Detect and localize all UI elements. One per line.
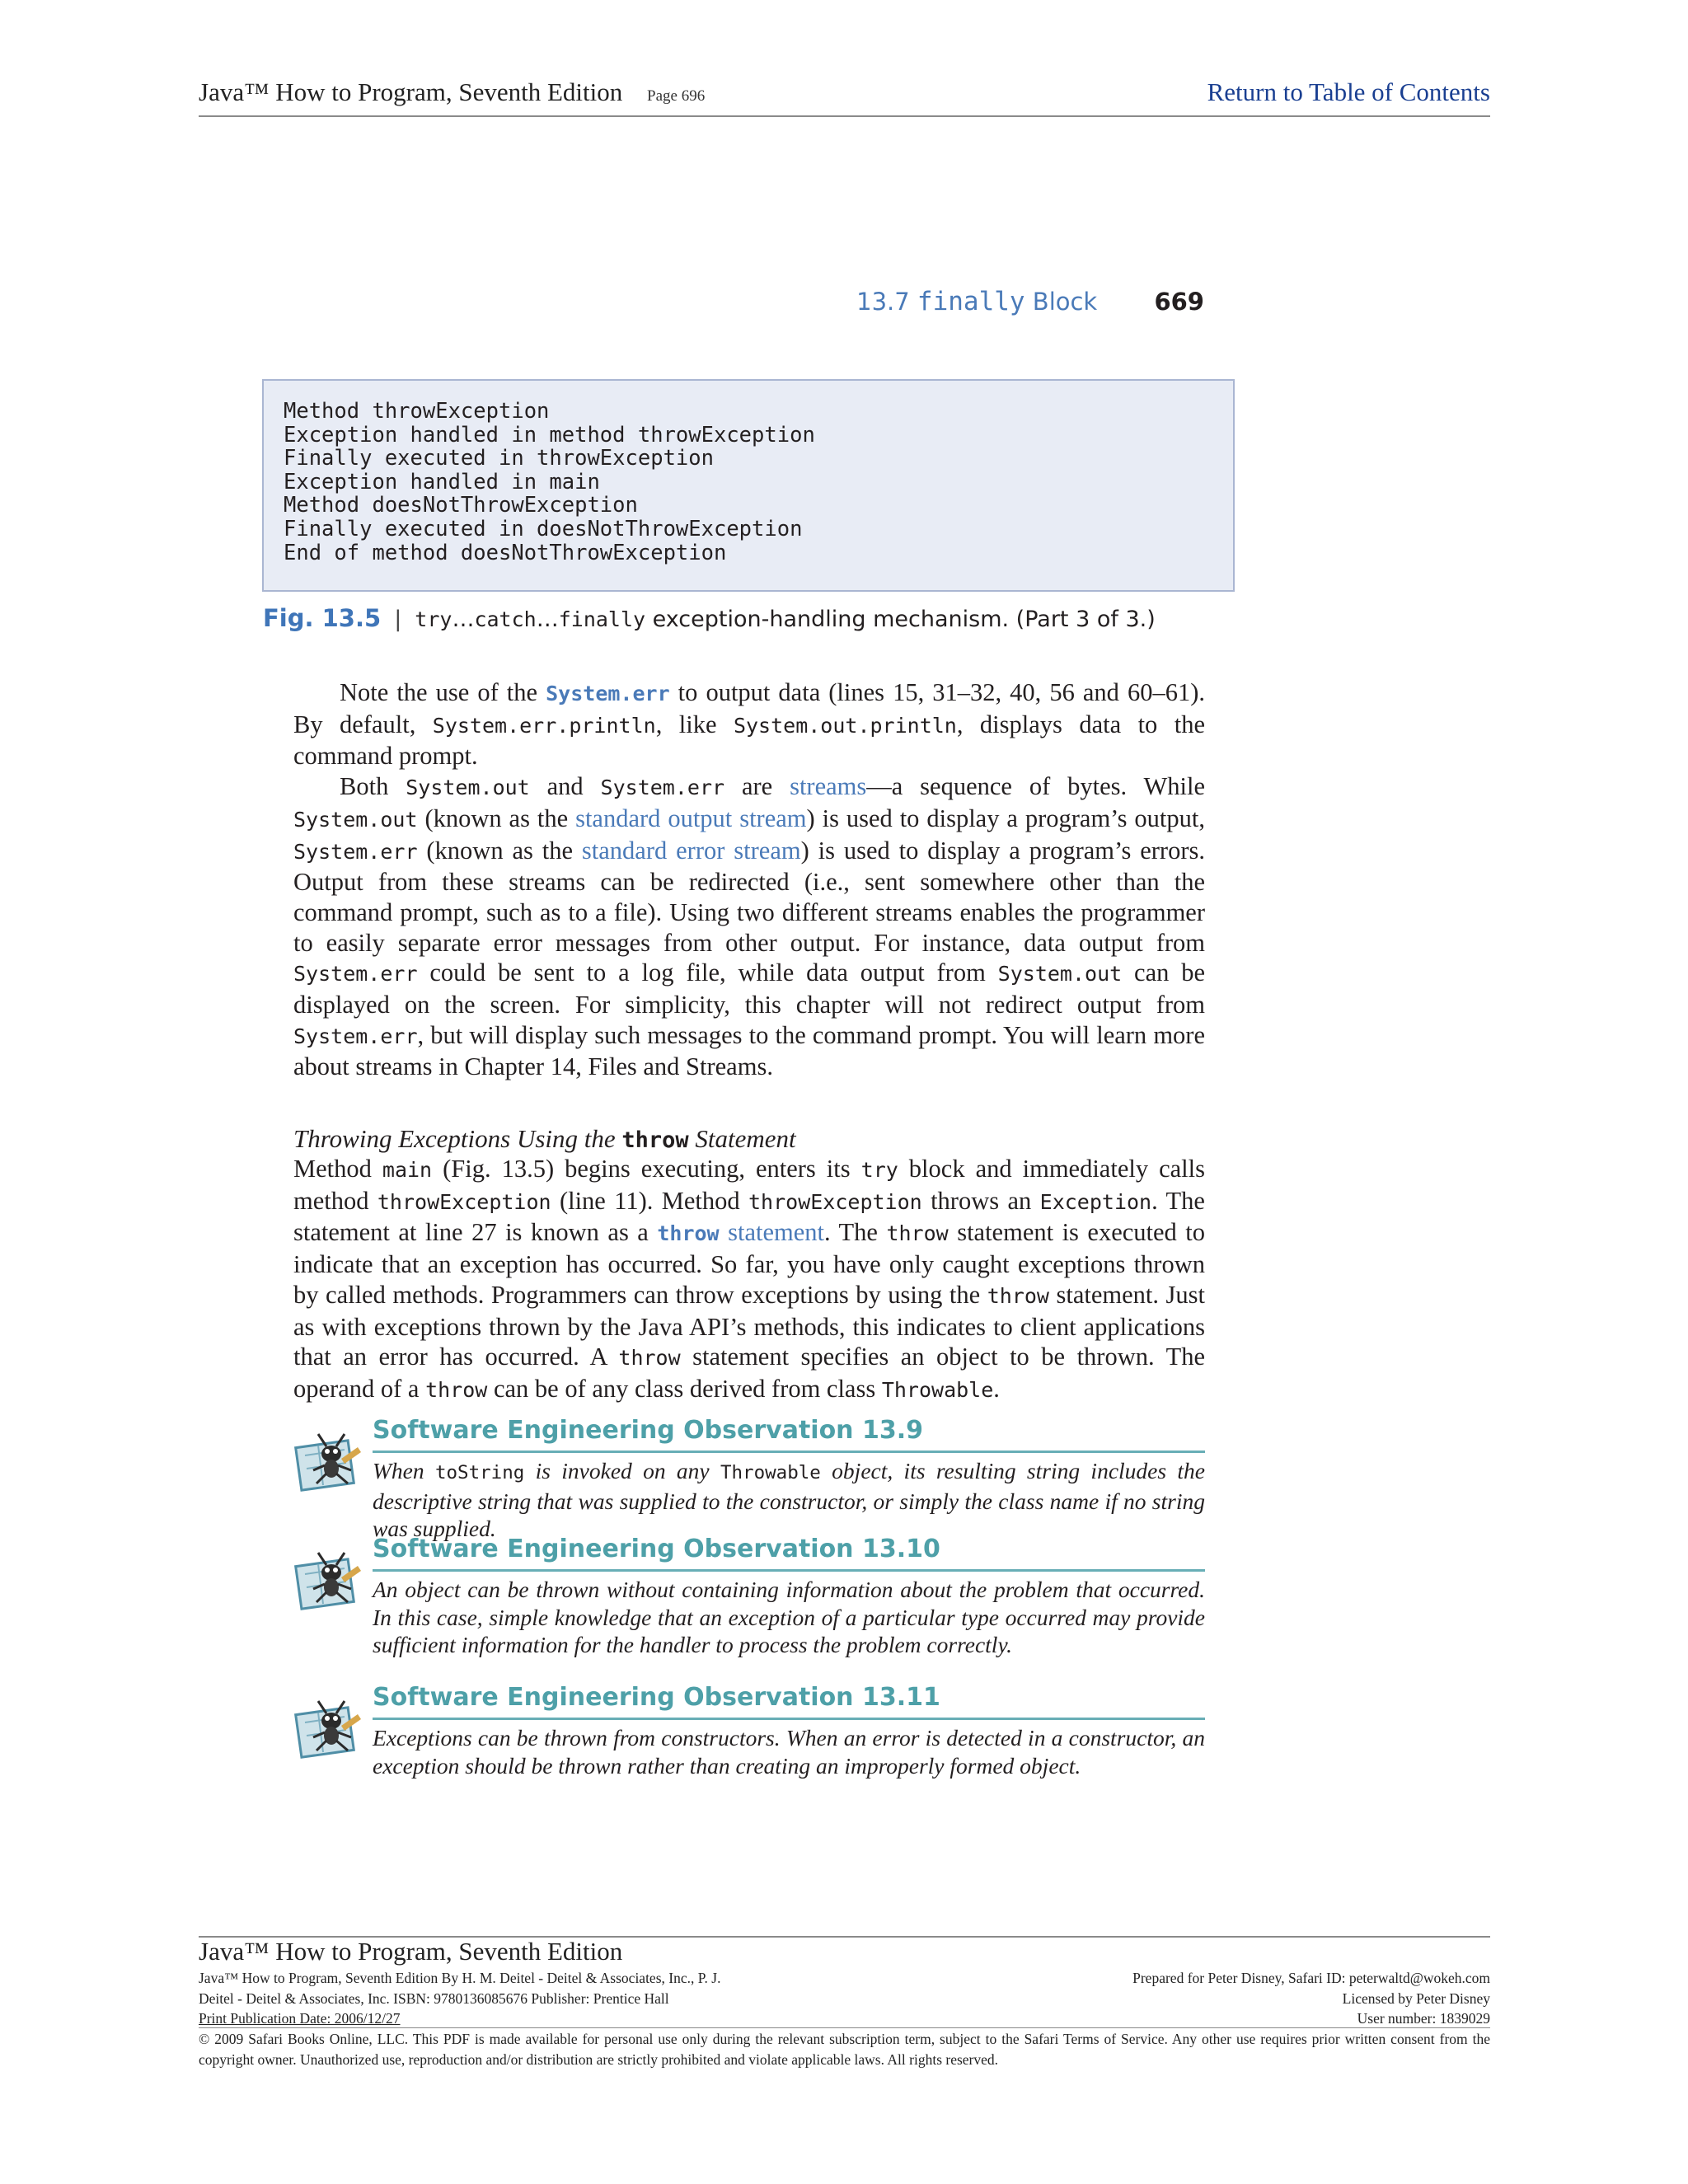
- body-text-streams: [293, 677, 1205, 1082]
- text-run: .: [993, 1374, 1000, 1403]
- text-run: object, its resulting string includes the descriptive string that was supplied to the constructor, or simply the class name if no string was supplied.: [373, 1458, 1205, 1541]
- observation-rule: [373, 1718, 1205, 1720]
- key-term: statement: [719, 1218, 824, 1247]
- inline-code: System.err: [600, 776, 725, 800]
- text-run: , like: [655, 710, 734, 738]
- se-observation-13-9: [293, 1416, 1205, 1541]
- heading-text: Statement: [688, 1124, 796, 1153]
- paragraph-streams: [293, 771, 1205, 1082]
- text-run: —a sequence of bytes. While: [866, 772, 1205, 801]
- output-line: Exception handled in method throwException: [284, 422, 815, 448]
- key-term: streams: [790, 772, 867, 801]
- footer-line: User number: 1839029: [1357, 2010, 1490, 2027]
- text-run: (known as the: [417, 836, 582, 865]
- inline-code: Exception: [1039, 1189, 1152, 1214]
- inline-code: try: [860, 1158, 898, 1182]
- key-term: standard error stream: [581, 836, 801, 865]
- caption-rest: exception-handling mechanism. (Part 3 of 3.): [645, 607, 1156, 632]
- text-run: (Fig. 13.5) begins executing, enters its: [432, 1155, 861, 1183]
- se-observation-13-11: [293, 1683, 1205, 1798]
- inline-code: throwException: [748, 1189, 922, 1214]
- text-run: can be displayed on the screen. For simplicity, this chapter will not redirect output from: [293, 958, 1205, 1019]
- header-title-text: Java™ How to Program, Seventh Edition: [199, 77, 623, 106]
- key-term-code: throw: [657, 1221, 720, 1246]
- observation-title: Software Engineering Observation 13.11: [373, 1683, 940, 1712]
- footer-book-title: Java™ How to Program, Seventh Edition: [199, 1937, 623, 1966]
- inline-code: throw: [425, 1377, 488, 1402]
- inline-code: System.out: [406, 776, 530, 800]
- running-head-section: 13.7: [856, 288, 910, 316]
- text-run: block and immediately calls method: [293, 1155, 1205, 1215]
- footer-license-info: [1132, 1968, 1490, 2029]
- caption-catch: catch: [474, 607, 537, 631]
- body-text-throw: [293, 1154, 1205, 1406]
- output-line: Finally executed in throwException: [284, 446, 714, 471]
- heading-code: throw: [621, 1127, 689, 1153]
- text-run: , displays data to the command prompt.: [293, 710, 1205, 771]
- inline-code: System.err: [293, 839, 418, 864]
- inline-code: System.err.println: [432, 713, 656, 738]
- inline-code: System.out: [997, 962, 1123, 987]
- output-line: End of method doesNotThrowException: [284, 540, 727, 565]
- inline-code: toString: [434, 1462, 525, 1483]
- text-run: can be of any class derived from class: [487, 1374, 882, 1403]
- observation-text: Exceptions can be thrown from constructors. When an error is detected in a constructor, an exception should be thrown rather than creating an improperly formed object.: [373, 1725, 1205, 1779]
- footer-line: Prepared for Peter Disney, Safari ID: peterwaltd@wokeh.com: [1132, 1970, 1490, 1986]
- text-run: Both: [340, 772, 406, 801]
- text-run: could be sent to a log file, while data output from: [417, 958, 998, 987]
- text-run: , but will display such messages to the command prompt. You will learn more about streams in Chapter 14, Files and Streams.: [293, 1020, 1205, 1081]
- section-heading: [293, 1124, 796, 1154]
- observation-title: Software Engineering Observation 13.10: [373, 1535, 940, 1563]
- running-head-keyword: finally: [917, 287, 1025, 316]
- figure-caption: [263, 604, 1156, 632]
- inline-code: System.err: [293, 1024, 418, 1048]
- inline-code: throw: [886, 1221, 949, 1246]
- observation-title: Software Engineering Observation 13.9: [373, 1416, 923, 1445]
- inline-code: System.err: [293, 962, 418, 987]
- text-run: . The: [823, 1218, 887, 1247]
- text-run: is invoked on any: [524, 1458, 720, 1483]
- caption-try: try: [415, 607, 452, 631]
- text-run: and: [529, 772, 601, 801]
- inline-code: throw: [618, 1346, 681, 1371]
- header-book-title: [199, 77, 705, 107]
- inline-code: main: [382, 1158, 433, 1182]
- se-observation-13-10: [293, 1535, 1205, 1675]
- inline-code: System.out: [293, 807, 418, 832]
- key-term-code: System.err: [546, 682, 670, 705]
- footer-line: Deitel - Deitel & Associates, Inc. ISBN: 9780136085676 Publisher: Prentice Hall: [199, 1990, 669, 2007]
- paragraph-throw-statement: [293, 1154, 1205, 1406]
- text-run: to output data (lines 15, 31–32, 40, 56 and 60–61). By default,: [293, 678, 1205, 738]
- text-run: (line 11). Method: [551, 1186, 748, 1215]
- ant-on-blueprint-icon: [293, 1690, 368, 1764]
- observation-text: [373, 1457, 1205, 1543]
- inline-code: Throwable: [720, 1462, 821, 1483]
- observation-rule: [373, 1451, 1205, 1453]
- caption-separator: |: [394, 607, 402, 632]
- text-run: throws an: [921, 1186, 1040, 1215]
- inline-code: throwException: [377, 1189, 551, 1214]
- running-head-word: Block: [1032, 288, 1098, 316]
- text-run: When: [373, 1458, 435, 1483]
- header-divider: [199, 115, 1490, 117]
- output-line: Method throwException: [284, 399, 550, 424]
- return-to-toc-link[interactable]: Return to Table of Contents: [1207, 77, 1490, 106]
- running-head-page-number: 669: [1154, 288, 1204, 316]
- inline-code: Throwable: [881, 1377, 994, 1402]
- figure-number: Fig. 13.5: [263, 604, 382, 632]
- inline-code: System.out.println: [733, 713, 957, 738]
- observation-text: An object can be thrown without containing information about the problem that occurred. In this case, simple knowledge that an exception of a particular type occurred may provide sufficient information for the handler to process the problem correctly.: [373, 1577, 1205, 1657]
- caption-finally: finally: [558, 607, 646, 631]
- footer-publication-info: [199, 1968, 720, 2029]
- text-run: statement specifies an object to be thrown. The operand of a: [293, 1343, 1205, 1403]
- text-run: . The statement at line 27 is known as a: [293, 1186, 1205, 1247]
- footer-line: Licensed by Peter Disney: [1342, 1990, 1490, 2007]
- output-line: Finally executed in doesNotThrowException: [284, 516, 803, 541]
- caption-ellipsis: …: [536, 607, 559, 632]
- footer-divider: [199, 2027, 1490, 2028]
- ant-on-blueprint-icon: [293, 1422, 368, 1497]
- text-run: ) is used to display a program’s errors. Output from these streams can be redirected (i.e., sent somewhere other than the command prompt, such as to a file). Using two different streams enables the programmer to easily separate error messages from other output. For instance, data output from: [293, 836, 1205, 957]
- ant-on-blueprint-icon: [293, 1541, 368, 1615]
- header-page-label: Page 696: [647, 87, 706, 105]
- text-run: ) is used to display a program’s output,: [806, 804, 1206, 832]
- paragraph-system-err: [293, 677, 1205, 771]
- output-line: Method doesNotThrowException: [284, 493, 638, 518]
- footer-line: Java™ How to Program, Seventh Edition By H. M. Deitel - Deitel & Associates, Inc., P. J.: [199, 1970, 721, 1986]
- footer-line: Print Publication Date: 2006/12/27: [199, 2010, 401, 2027]
- text-run: statement. Just as with exceptions thrown by the Java API’s methods, this indicates to client applications that an error has occurred. A: [293, 1280, 1205, 1371]
- caption-ellipsis: …: [452, 607, 475, 632]
- text-run: Note the use of the: [340, 678, 546, 706]
- inline-code: throw: [987, 1283, 1049, 1308]
- text-run: (known as the: [417, 804, 576, 832]
- text-run: are: [724, 772, 790, 801]
- observation-rule: [373, 1569, 1205, 1572]
- footer-copyright: © 2009 Safari Books Online, LLC. This PDF is made available for personal use only during the relevant subscription term, subject to the Safari Terms of Service. Any other use requires prior written consent from the copyright owner. Unauthorized use, reproduction and/or distribution are strictly prohibited and violate applicable laws. All rights reserved.: [199, 2031, 1490, 2068]
- output-line: Exception handled in main: [284, 469, 600, 494]
- heading-text: Throwing Exceptions Using the: [293, 1124, 622, 1153]
- text-run: statement is executed to indicate that an exception has occurred. So far, you have only caught exceptions thrown by called methods. Programmers can throw exceptions by using the: [293, 1218, 1205, 1309]
- text-run: Method: [293, 1155, 382, 1183]
- program-output-lines: [264, 381, 1233, 565]
- key-term: standard output stream: [575, 804, 807, 832]
- running-head: [856, 287, 1204, 316]
- program-output-box: [262, 379, 1235, 592]
